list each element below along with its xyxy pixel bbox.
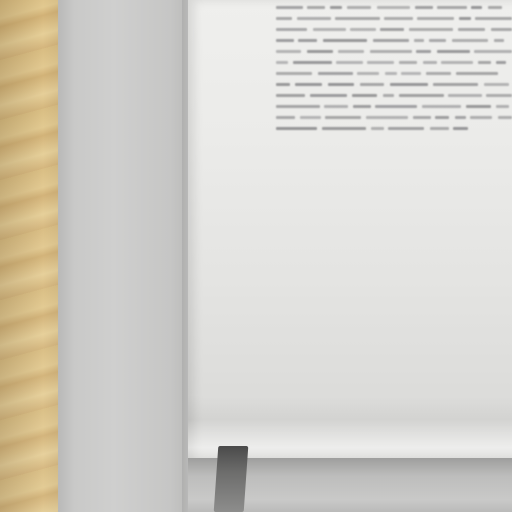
text-word [399,94,444,97]
text-word [413,116,431,119]
text-word [377,6,410,9]
text-word [366,116,408,119]
text-word [323,39,367,42]
text-word [488,6,502,9]
text-word [307,50,333,53]
text-word [422,105,461,108]
text-word [371,127,384,130]
text-word [455,116,466,119]
text-word [276,127,317,130]
text-word [423,61,437,64]
text-word [453,127,468,130]
text-word [367,61,394,64]
text-word [338,50,364,53]
blurred-text-block [276,2,512,132]
text-word [297,17,331,20]
text-word [352,94,377,97]
text-word [474,50,512,53]
text-word [433,83,478,86]
text-word [470,116,492,119]
text-word [310,94,347,97]
text-word [426,72,451,75]
text-word [383,94,394,97]
text-word [313,28,346,31]
text-word [293,61,332,64]
text-word [417,17,454,20]
text-word [307,6,325,9]
text-word [399,61,417,64]
text-word [276,28,307,31]
text-word [350,28,376,31]
text-word [325,116,361,119]
text-word [276,17,292,20]
text-word [452,39,488,42]
text-word [360,83,384,86]
text-line [276,46,512,57]
text-word [430,127,449,130]
text-word [347,6,371,9]
text-word [388,127,424,130]
text-line [276,112,512,123]
text-word [385,72,397,75]
text-word [300,116,321,119]
text-word [401,72,421,75]
text-word [416,50,431,53]
text-word [491,28,512,31]
text-word [276,50,301,53]
text-word [459,17,471,20]
text-word [375,105,417,108]
text-word [496,61,506,64]
text-word [494,39,504,42]
text-word [373,39,409,42]
text-line [276,57,512,68]
text-word [437,6,467,9]
text-word [276,39,294,42]
text-line [276,13,512,24]
text-line [276,35,512,46]
text-word [478,61,491,64]
text-word [295,83,322,86]
text-word [429,39,446,42]
text-word [441,61,473,64]
text-word [458,28,485,31]
text-word [370,50,412,53]
text-word [322,127,366,130]
text-word [498,116,512,119]
text-word [437,50,470,53]
text-line [276,90,512,101]
text-word [276,116,295,119]
text-word [276,61,288,64]
text-word [324,105,348,108]
text-word [335,17,380,20]
text-word [475,17,512,20]
text-word [276,105,320,108]
text-word [435,116,449,119]
text-line [276,123,512,134]
paper-clip [214,446,249,512]
grey-pillar [58,0,198,512]
text-word [330,6,342,9]
text-word [318,72,353,75]
text-word [415,6,433,9]
text-word [390,83,428,86]
text-word [276,6,303,9]
text-word [276,94,305,97]
text-word [414,39,424,42]
text-word [471,6,482,9]
text-word [496,105,509,108]
text-word [466,105,491,108]
text-word [484,83,509,86]
text-word [384,17,413,20]
text-word [357,72,379,75]
text-word [298,39,317,42]
text-word [456,72,498,75]
text-word [409,28,453,31]
text-line [276,68,512,79]
text-word [328,83,354,86]
text-line [276,101,512,112]
text-line [276,79,512,90]
text-line [276,2,512,13]
text-word [276,72,312,75]
text-word [353,105,371,108]
text-word [448,94,482,97]
text-word [380,28,404,31]
text-word [336,61,363,64]
text-word [486,94,512,97]
text-word [276,83,290,86]
text-line [276,24,512,35]
